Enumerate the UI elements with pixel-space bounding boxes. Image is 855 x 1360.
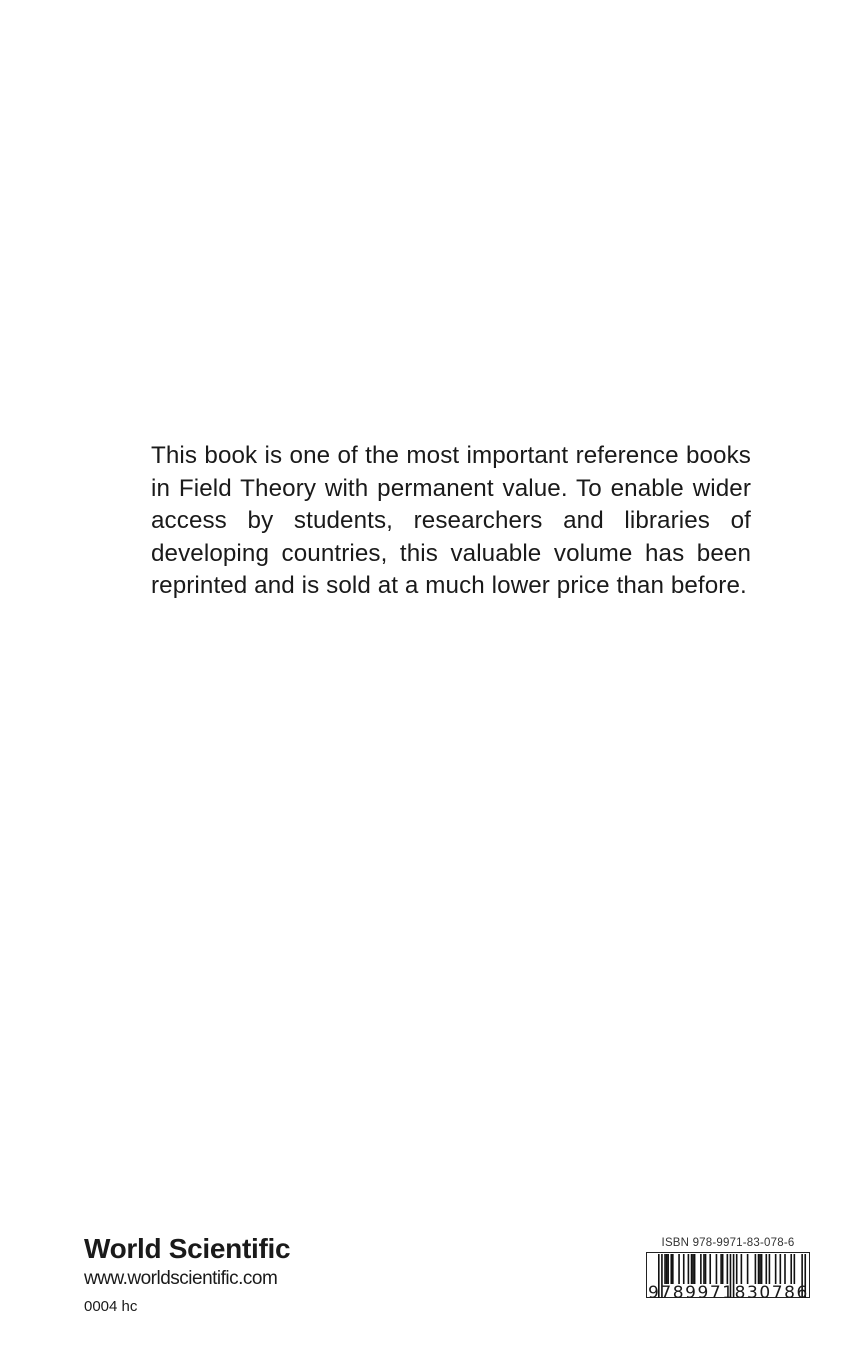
barcode-bar	[761, 1254, 763, 1284]
barcode-bar	[664, 1254, 666, 1284]
barcode-bar	[694, 1254, 696, 1284]
barcode-bar	[670, 1254, 672, 1284]
barcode-digit: 7	[660, 1283, 672, 1303]
barcode-bar	[667, 1254, 669, 1284]
barcode-digit: 1	[722, 1283, 734, 1303]
barcode-bar	[720, 1254, 722, 1284]
barcode-bar	[790, 1254, 792, 1284]
barcode-bar	[716, 1254, 718, 1284]
barcode-bar	[727, 1254, 729, 1284]
barcode-bar	[678, 1254, 680, 1284]
barcode-digit: 9	[697, 1283, 709, 1303]
barcode-bar	[758, 1254, 760, 1284]
barcode-bar	[741, 1254, 743, 1284]
barcode-bar	[775, 1254, 777, 1284]
barcode-bar	[765, 1254, 767, 1284]
barcode-bar	[736, 1254, 738, 1284]
barcode-bar	[705, 1254, 707, 1284]
barcode-digit: 9	[648, 1283, 660, 1303]
barcode-bar	[692, 1254, 694, 1284]
barcode-digit: 6	[796, 1283, 808, 1303]
isbn-label: ISBN 978-9971-83-078-6	[661, 1237, 795, 1249]
product-code: 0004 hc	[84, 1298, 138, 1315]
barcode-bar	[691, 1254, 693, 1284]
barcode-digit: 9	[685, 1283, 697, 1303]
barcode-digit: 0	[759, 1283, 771, 1303]
barcode-bar	[747, 1254, 749, 1284]
barcode-digit: 8	[784, 1283, 796, 1303]
barcode-bar	[722, 1254, 724, 1284]
barcode-bar	[759, 1254, 761, 1284]
barcode-bar	[755, 1254, 757, 1284]
barcode-bar	[780, 1254, 782, 1284]
publisher-url: www.worldscientific.com	[84, 1268, 278, 1289]
barcode-bar	[666, 1254, 668, 1284]
barcode-bar	[784, 1254, 786, 1284]
barcode-bar	[769, 1254, 771, 1284]
barcode-digit: 7	[709, 1283, 722, 1303]
barcode-bar	[709, 1254, 711, 1284]
isbn-barcode	[646, 1236, 810, 1302]
barcode-bar	[794, 1254, 796, 1284]
publisher-name: World Scientific	[84, 1233, 291, 1264]
barcode-bar	[703, 1254, 705, 1284]
barcode-digit: 8	[734, 1283, 746, 1303]
publisher-block	[84, 1233, 290, 1317]
barcode-digit: 3	[747, 1283, 759, 1303]
barcode-digit: 8	[672, 1283, 685, 1303]
barcode-digit: 7	[771, 1283, 784, 1303]
barcode-bar	[700, 1254, 702, 1284]
barcode-bar	[672, 1254, 674, 1284]
barcode-bar	[683, 1254, 685, 1284]
back-cover-blurb: This book is one of the most important reference books in Field Theory with permanent value. To enable wider access by students, researchers and libraries of developing countries, this valuable volume has been reprinted and is sold at a much lower price than before.	[151, 442, 751, 600]
barcode-bar	[688, 1254, 690, 1284]
barcode-digits	[646, 1284, 810, 1302]
